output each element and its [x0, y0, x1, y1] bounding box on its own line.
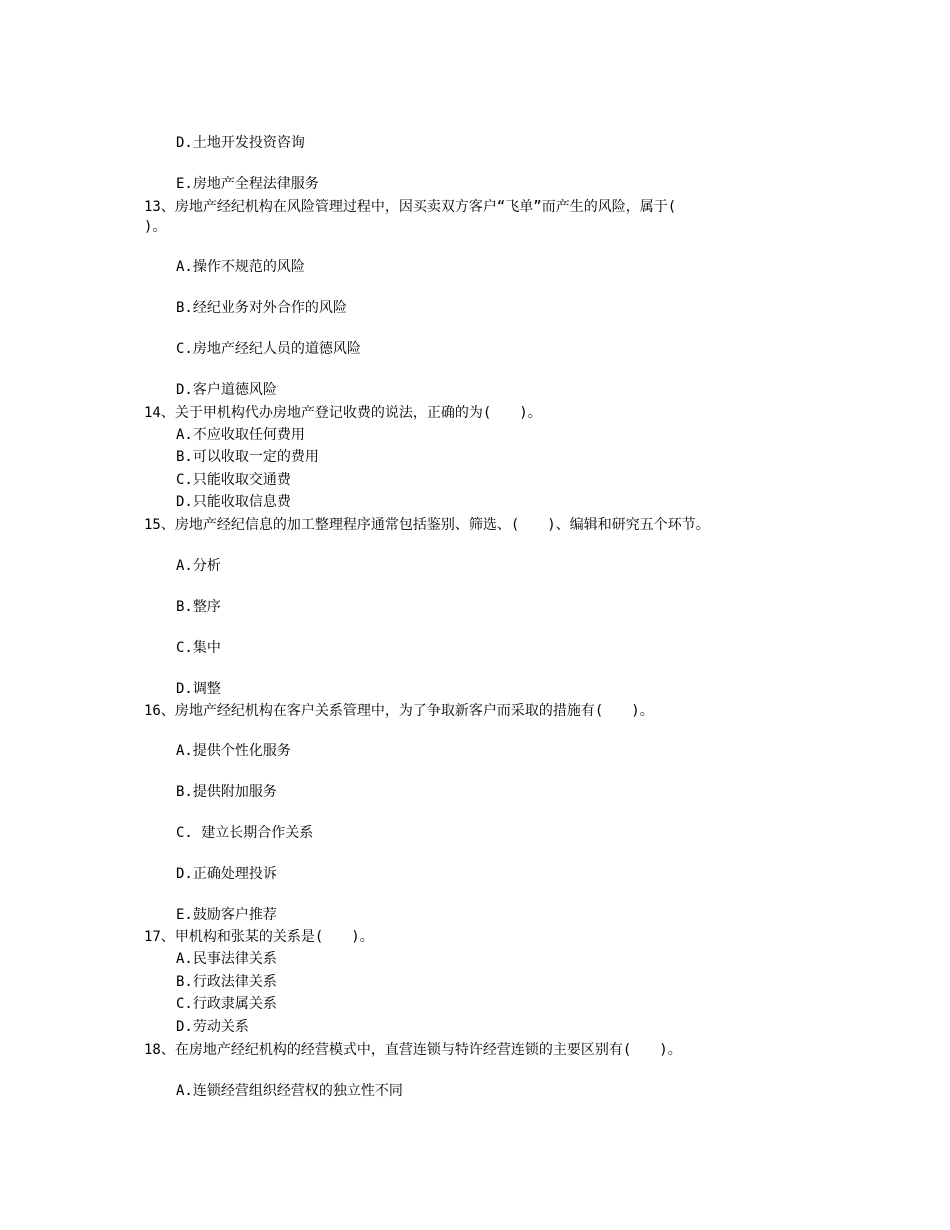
q13-option-a: A.操作不规范的风险	[176, 259, 305, 275]
option-d-prev: D.土地开发投资咨询	[176, 135, 305, 151]
question-14: 14、关于甲机构代办房地产登记收费的说法，正确的为( )。	[144, 405, 542, 421]
question-15: 15、房地产经纪信息的加工整理程序通常包括鉴别、筛选、( )、编辑和研究五个环节。	[144, 517, 710, 533]
question-13-continued: )。	[144, 219, 167, 235]
question-16: 16、房地产经纪机构在客户关系管理中，为了争取新客户而采取的措施有( )。	[144, 703, 654, 719]
q16-option-b: B.提供附加服务	[176, 784, 277, 800]
q13-option-d: D.客户道德风险	[176, 382, 277, 398]
q16-option-d: D.正确处理投诉	[176, 866, 277, 882]
q14-option-c: C.只能收取交通费	[176, 472, 291, 488]
option-e-prev: E.房地产全程法律服务	[176, 176, 319, 192]
q15-option-b: B.整序	[176, 599, 221, 615]
question-18: 18、在房地产经纪机构的经营模式中，直营连锁与特许经营连锁的主要区别有( )。	[144, 1042, 682, 1058]
q17-option-d: D.劳动关系	[176, 1019, 249, 1035]
q16-option-a: A.提供个性化服务	[176, 743, 291, 759]
q18-option-a: A.连锁经营组织经营权的独立性不同	[176, 1083, 403, 1099]
q14-option-d: D.只能收取信息费	[176, 494, 291, 510]
q17-option-b: B.行政法律关系	[176, 974, 277, 990]
q16-option-e: E.鼓励客户推荐	[176, 907, 277, 923]
q17-option-a: A.民事法律关系	[176, 951, 277, 967]
q15-option-a: A.分析	[176, 558, 221, 574]
question-17: 17、甲机构和张某的关系是( )。	[144, 929, 374, 945]
question-13: 13、房地产经纪机构在风险管理过程中，因买卖双方客户“飞单”而产生的风险，属于(	[144, 199, 677, 215]
q14-option-b: B.可以收取一定的费用	[176, 449, 319, 465]
q14-option-a: A.不应收取任何费用	[176, 427, 305, 443]
q16-option-c: C. 建立长期合作关系	[176, 825, 314, 841]
q13-option-c: C.房地产经纪人员的道德风险	[176, 341, 361, 357]
q17-option-c: C.行政隶属关系	[176, 996, 277, 1012]
q15-option-d: D.调整	[176, 681, 221, 697]
q13-option-b: B.经纪业务对外合作的风险	[176, 300, 347, 316]
q15-option-c: C.集中	[176, 640, 221, 656]
